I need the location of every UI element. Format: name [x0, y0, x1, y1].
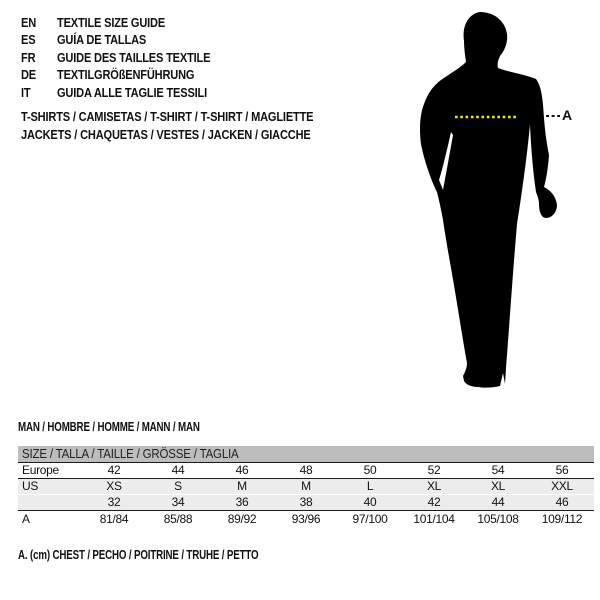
man-silhouette [420, 12, 557, 388]
table-row-chest-cm [18, 511, 594, 527]
size-value: XXL [551, 479, 573, 493]
language-code: ES [21, 32, 36, 47]
measure-label-a: A [562, 107, 573, 123]
size-value: 105/108 [477, 511, 519, 526]
table-row-us [18, 479, 594, 495]
table-row-numeric [18, 495, 594, 511]
category-line-tshirts: T-SHIRTS / CAMISETAS / T-SHIRT / T-SHIRT / MAGLIETTE [21, 109, 314, 124]
size-value: 89/92 [227, 511, 257, 526]
language-label: GUIDE DES TAILLES TEXTILE [57, 49, 211, 65]
table-row-europe [18, 463, 594, 479]
language-code: EN [21, 14, 37, 30]
size-value: 38 [299, 495, 313, 509]
size-value: L [366, 479, 374, 493]
size-value: 46 [555, 495, 569, 509]
language-label: GUÍA DE TALLAS [57, 32, 147, 47]
section-title-man: MAN / HOMBRE / HOMME / MANN / MAN [18, 420, 200, 434]
size-value: 36 [235, 495, 249, 509]
size-value: XL [490, 479, 506, 493]
size-value: 40 [363, 495, 377, 509]
size-value: 32 [107, 495, 121, 509]
language-code: IT [21, 84, 31, 100]
row-label: US [22, 479, 39, 493]
size-value: 42 [107, 463, 121, 477]
language-label: TEXTILE SIZE GUIDE [57, 14, 166, 30]
language-label: TEXTILGRÖßENFÜHRUNG [57, 67, 195, 82]
footnote-chest: A. (cm) CHEST / PECHO / POITRINE / TRUHE / PETTO [18, 548, 259, 562]
size-value: 109/112 [541, 511, 583, 526]
size-value: 42 [427, 495, 441, 509]
size-value: M [237, 479, 247, 493]
size-value: 44 [171, 463, 185, 477]
size-value: XS [106, 479, 122, 493]
size-value: 34 [171, 495, 185, 509]
size-value: 48 [299, 463, 313, 477]
size-value: 46 [235, 463, 249, 477]
size-value: 54 [491, 463, 505, 477]
size-value: 97/100 [352, 511, 388, 526]
man-silhouette-svg [400, 8, 573, 393]
size-value: 56 [555, 463, 569, 477]
size-value: 81/84 [99, 511, 129, 526]
size-value: 50 [363, 463, 377, 477]
language-code: DE [21, 67, 37, 82]
size-value: 85/88 [163, 511, 193, 526]
size-value: M [301, 479, 311, 493]
category-line-jackets: JACKETS / CHAQUETAS / VESTES / JACKEN / GIACCHE [21, 127, 311, 142]
size-value: 52 [427, 463, 441, 477]
language-code: FR [21, 49, 36, 65]
language-label: GUIDA ALLE TAGLIE TESSILI [57, 84, 208, 100]
size-value: 44 [491, 495, 505, 509]
size-value: XL [426, 479, 442, 493]
row-label: Europe [22, 463, 59, 477]
size-value: S [174, 479, 182, 493]
size-table [18, 446, 594, 527]
size-table-header: SIZE / TALLA / TAILLE / GRÖSSE / TAGLIA [18, 446, 594, 463]
size-value: 101/104 [413, 511, 455, 526]
size-value: 93/96 [291, 511, 321, 526]
row-label: A [22, 511, 30, 526]
